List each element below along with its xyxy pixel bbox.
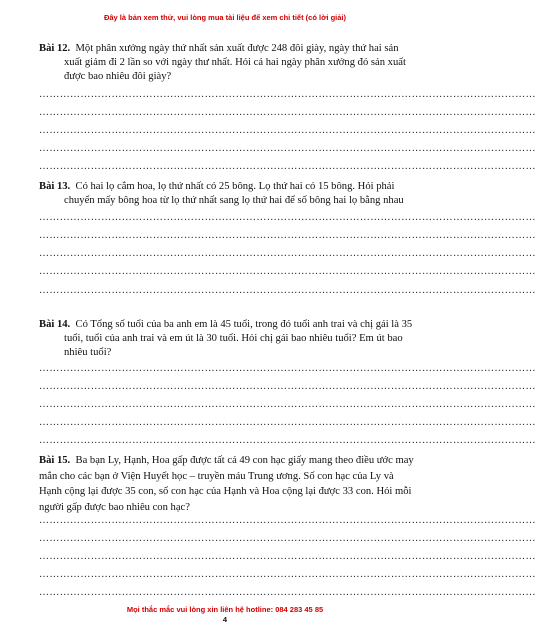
answer-line: ……………………………………………………………………………………………………………………………… [39,399,536,410]
preview-notice: Đây là bản xem thử, vui lòng mua tài liệu để xem chi tiết (có lời giải) [103,13,347,22]
answer-line: ……………………………………………………………………………………………………………………………… [39,515,536,526]
answer-line: ……………………………………………………………………………………………………………………………… [39,230,536,241]
answer-line: ……………………………………………………………………………………………………………………………… [39,363,536,374]
answer-line: ……………………………………………………………………………………………………………………………… [39,435,536,446]
hotline-notice: Mọi thắc mắc vui lòng xin liên hệ hotline: 084 283 45 85 [126,605,324,614]
answer-line: ……………………………………………………………………………………………………………………………… [39,143,536,154]
problem-15 [39,453,415,515]
answer-line: ……………………………………………………………………………………………………………………………… [39,533,536,544]
problem-12-label: Bài 12. [39,43,71,54]
page-number: 4 [222,615,228,624]
answer-line: ……………………………………………………………………………………………………………………………… [39,212,536,223]
answer-line: ……………………………………………………………………………………………………………………………… [39,381,536,392]
problem-14-text: Bài 14. Có Tổng số tuổi của ba anh em là 45 tuổi, trong đó tuổi anh trai và chị gái là 35 tuổi, tuổi của anh trai và em út là 30 tuổi. Hỏi chị gái bao nhiêu tuổi? Em út bao nhiêu tuổi? [39,319,413,359]
answer-line: ……………………………………………………………………………………………………………………………… [39,89,536,100]
answer-line: ……………………………………………………………………………………………………………………………… [39,569,536,580]
problem-12 [39,42,415,85]
problem-13-text: Bài 13. Có hai lọ cắm hoa, lọ thứ nhất có 25 bông. Lọ thứ hai có 15 bông. Hỏi phải chuyển mấy bông hoa từ lọ thứ nhất sang lọ thứ hai để số bông hai lọ bằng nhau [39,181,404,207]
answer-line: ……………………………………………………………………………………………………………………………… [39,417,536,428]
answer-line: ……………………………………………………………………………………………………………………………… [39,551,536,562]
problem-14-label: Bài 14. [39,319,71,330]
answer-line: ……………………………………………………………………………………………………………………………… [39,107,536,118]
problem-14 [39,318,415,361]
answer-line: ……………………………………………………………………………………………………………………………… [39,161,536,172]
answer-line: ……………………………………………………………………………………………………………………………… [39,587,536,598]
problem-15-label: Bài 15. [39,455,71,466]
answer-line: ……………………………………………………………………………………………………………………………… [39,248,536,259]
problem-15-text: Bài 15. Ba bạn Ly, Hạnh, Hoa gấp được tất cả 49 con hạc giấy mang theo điều ước may mắn cho các bạn ở Viện Huyết học – truyền máu Trung ương. Số con hạc của Ly và Hạnh cộng lại được 35 con, số con hạc của Hạnh và Hoa cộng lại được 33 con. Hỏi mỗi người gấp được bao nhiêu con hạc? [39,455,414,513]
answer-line: ……………………………………………………………………………………………………………………………… [39,266,536,277]
answer-line: ……………………………………………………………………………………………………………………………… [39,285,536,296]
answer-line: ……………………………………………………………………………………………………………………………… [39,125,536,136]
problem-13 [39,180,415,208]
problem-13-label: Bài 13. [39,181,71,192]
problem-12-text: Bài 12. Một phân xưởng ngày thứ nhất sản xuất được 248 đôi giày, ngày thứ hai sản xuất giảm đi 2 lần so với ngày thư nhất. Hỏi cả hai ngày phân xưởng đó sản xuất được bao nhiêu đôi giày? [39,43,406,83]
